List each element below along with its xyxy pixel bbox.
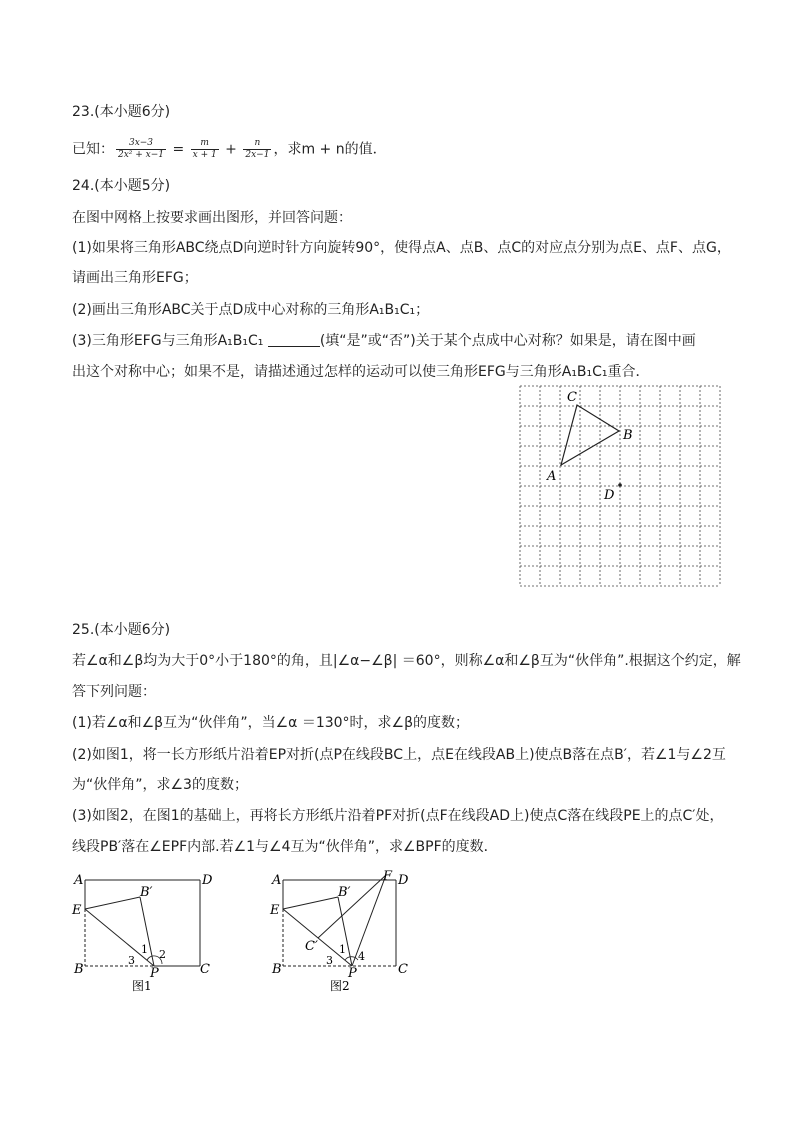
q23-suffix: ，求m + n的值． [273, 141, 387, 158]
fig1-label-p: P [150, 966, 159, 981]
fig2-label-d: D [398, 873, 409, 888]
q23-rhs2-numerator: n [243, 138, 271, 150]
q25-part3-line2: 线段PB′落在∠EPF内部.若∠1与∠4互为“伙伴角”，求∠BPF的度数． [72, 839, 498, 855]
fig2-angle-1: 1 [339, 943, 346, 956]
fig1-angle-1: 1 [141, 943, 148, 956]
fig1-label-d: D [202, 873, 213, 888]
q24-part3-b: (填“是”或“否”)关于某个点成中心对称？如果是，请在图中画 [319, 333, 696, 349]
fig1-label-c: C [200, 962, 210, 977]
q23-rhs2-denominator: 2x−1 [245, 150, 270, 160]
label-d: D [604, 488, 615, 503]
fig2-angle-4: 4 [358, 950, 365, 963]
q24-part3-a: (3)三角形EFG与三角形A₁B₁C₁ [72, 333, 268, 349]
label-a: A [547, 469, 557, 484]
triangle-abc [561, 405, 619, 465]
fig1-label-e: E [72, 903, 82, 918]
fig2-label-p: P [348, 966, 357, 981]
label-c: C [567, 390, 577, 405]
q24-intro: 在图中网格上按要求画出图形，并回答问题： [72, 210, 352, 226]
q23-lhs-denominator: 2x² + x−1 [118, 150, 165, 160]
q23-lhs-numerator: 3x−3 [116, 138, 166, 150]
figure-2 [268, 868, 418, 998]
q23-rhs1-fraction [191, 138, 219, 161]
edge-eb-prime [283, 897, 338, 909]
q24-header: 24.(本小题5分) [72, 178, 171, 194]
q25-header: 25.(本小题6分) [72, 622, 171, 638]
fold-ep [85, 909, 154, 966]
fig1-angle-2: 2 [159, 948, 166, 961]
q24-part3-line1 [72, 331, 696, 351]
q23-header: 23.(本小题6分) [72, 104, 171, 120]
q25-intro-line1: 若∠α和∠β均为大于0°小于180°的角，且|∠α−∠β| ＝60°，则称∠α和∠β互为“伙伴角”.根据这个约定，解 [72, 653, 741, 669]
point-d [618, 483, 622, 487]
fig1-caption: 图1 [132, 979, 152, 993]
fig2-label-f: F [383, 869, 393, 884]
fig2-label-a: A [272, 873, 282, 888]
fig1-angle-3: 3 [128, 954, 135, 967]
q24-grid-figure [518, 386, 722, 588]
q24-part1-line1: (1)如果将三角形ABC绕点D向逆时针方向旋转90°，使得点A、点B、点C的对应点分别为点E、点F、点G， [72, 240, 731, 256]
q23-rhs2-fraction [243, 138, 271, 161]
answer-blank [268, 332, 320, 347]
fig2-label-e: E [270, 903, 280, 918]
q25-part2-line2: 为“伙伴角”，求∠3的度数； [72, 777, 248, 793]
figure-1 [70, 868, 220, 998]
q23-rhs1-numerator: m [191, 138, 219, 150]
q23-prefix: 已知： [72, 141, 114, 158]
fig1-label-a: A [74, 873, 84, 888]
q23-plus: + [220, 141, 242, 158]
edge-eb-prime [85, 897, 140, 909]
q25-part3-line1: (3)如图2，在图1的基础上，再将长方形纸片沿着PF对折(点F在线段AD上)使点C落在线段PE上的点C′处， [72, 808, 724, 824]
label-b: B [623, 428, 633, 443]
fig2-label-c-prime: C′ [305, 939, 318, 954]
q23-rhs1-denominator: x + 1 [192, 150, 217, 160]
fig2-caption: 图2 [330, 979, 350, 993]
edge-f-c-prime [318, 875, 386, 938]
q25-part2-line1: (2)如图1，将一长方形纸片沿着EP对折(点P在线段BC上，点E在线段AB上)使点B落在点B′，若∠1与∠2互 [72, 747, 726, 763]
fig2-label-c: C [398, 962, 408, 977]
fig1-label-b: B [74, 962, 84, 977]
q23-equals: = [168, 141, 189, 158]
fold-ep [283, 909, 352, 966]
q23-statement [72, 138, 387, 161]
q24-part3-line2: 出这个对称中心；如果不是，请描述通过怎样的运动可以使三角形EFG与三角形A₁B₁C₁重合． [72, 364, 650, 380]
q25-part1: (1)若∠α和∠β互为“伙伴角”，当∠α ＝130°时，求∠β的度数； [72, 715, 470, 731]
fig2-label-b: B [272, 962, 282, 977]
q24-part2: (2)画出三角形ABC关于点D成中心对称的三角形A₁B₁C₁； [72, 302, 430, 318]
fig2-angle-3: 3 [326, 954, 333, 967]
fig1-label-b-prime: B′ [140, 885, 153, 900]
q24-part1-line2: 请画出三角形EFG； [72, 270, 198, 286]
fig2-label-b-prime: B′ [338, 885, 351, 900]
q23-lhs-fraction [116, 138, 166, 161]
q25-intro-line2: 答下列问题： [72, 684, 156, 700]
angle-arc [345, 957, 358, 960]
